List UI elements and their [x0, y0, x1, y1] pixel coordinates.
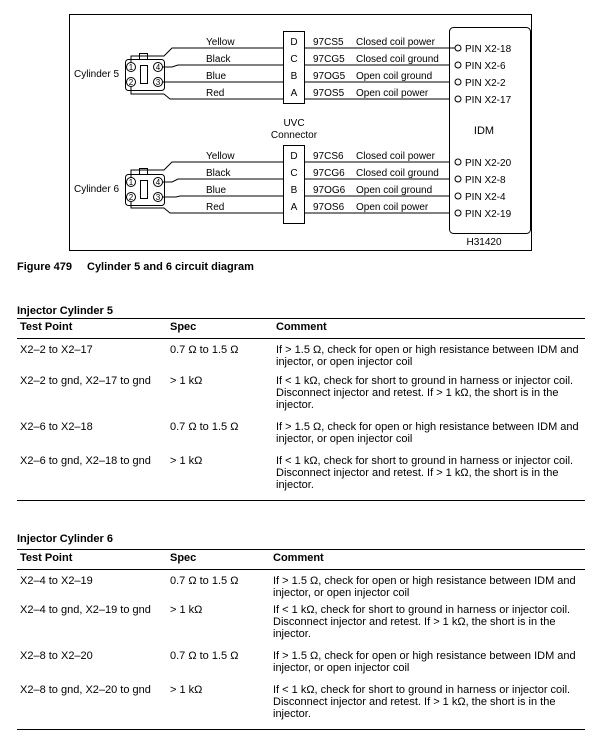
svg-text:PIN X2-18: PIN X2-18	[465, 44, 512, 55]
svg-text:Black: Black	[206, 168, 231, 179]
table-row: X2–8 to X2–20 0.7 Ω to 1.5 Ω If > 1.5 Ω, check for open or high resistance between IDM and injector, or open injector coil	[20, 649, 576, 674]
svg-text:D: D	[290, 37, 298, 48]
table-row: X2–4 to gnd, X2–19 to gnd > 1 kΩ If < 1 kΩ, check for short to ground in harness or injector coil. Disconnect injector and retest. If > 1 kΩ, the short is in the injector.	[20, 603, 571, 640]
svg-text:PIN X2-6: PIN X2-6	[465, 61, 506, 72]
svg-text:97OG5: 97OG5	[313, 71, 346, 82]
table-row: X2–6 to X2–18 0.7 Ω to 1.5 Ω If > 1.5 Ω, check for open or high resistance between IDM and injector, or open injector coil	[20, 420, 579, 445]
column-header-test-point: Test Point	[17, 319, 167, 339]
svg-text:PIN X2-17: PIN X2-17	[465, 95, 512, 106]
svg-text:3: 3	[155, 193, 161, 202]
svg-text:Closed coil power: Closed coil power	[356, 151, 435, 162]
svg-text:Closed coil power: Closed coil power	[356, 37, 435, 48]
table-row: X2–2 to X2–17 0.7 Ω to 1.5 Ω If > 1.5 Ω, check for open or high resistance between IDM and injector, or open injector coil	[20, 344, 579, 368]
svg-text:Yellow: Yellow	[206, 151, 235, 162]
injector-cylinder-5-table	[17, 318, 585, 501]
column-header-spec: Spec	[167, 319, 273, 339]
svg-text:97CG5: 97CG5	[313, 54, 345, 65]
cylinder-6-group	[74, 151, 512, 220]
injector-cylinder-6-table	[17, 549, 585, 730]
svg-text:PIN X2-2: PIN X2-2	[465, 78, 506, 89]
svg-text:PIN X2-20: PIN X2-20	[465, 158, 512, 169]
svg-text:C: C	[290, 54, 298, 65]
figure-number: Figure 479	[17, 261, 73, 273]
table-row: X2–4 to X2–19 0.7 Ω to 1.5 Ω If > 1.5 Ω, check for open or high resistance between IDM and injector, or open injector coil	[20, 575, 576, 599]
svg-text:Open coil power: Open coil power	[356, 88, 429, 99]
svg-text:PIN X2-8: PIN X2-8	[465, 175, 506, 186]
figure-caption	[17, 261, 254, 273]
svg-text:97CS6: 97CS6	[313, 151, 344, 162]
uvc-label-line2: Connector	[270, 130, 318, 141]
svg-text:97OS6: 97OS6	[313, 202, 345, 213]
svg-text:2: 2	[128, 78, 134, 87]
svg-text:2: 2	[128, 193, 134, 202]
svg-text:D: D	[290, 151, 298, 162]
figure-title: Cylinder 5 and 6 circuit diagram	[87, 261, 254, 273]
svg-text:4: 4	[155, 178, 161, 187]
svg-text:Closed coil ground: Closed coil ground	[356, 54, 439, 65]
svg-text:1: 1	[128, 178, 134, 187]
table-row: X2–8 to gnd, X2–20 to gnd > 1 kΩ If < 1 kΩ, check for short to ground in harness or injector coil. Disconnect injector and retest. If > 1 kΩ, the short is in the injector.	[17, 684, 585, 730]
table-title-cylinder-6: Injector Cylinder 6	[17, 533, 113, 545]
svg-text:Open coil ground: Open coil ground	[356, 71, 433, 82]
svg-text:Black: Black	[206, 54, 231, 65]
svg-text:97CG6: 97CG6	[313, 168, 345, 179]
uvc-label-line1: UVC	[283, 118, 305, 129]
svg-text:Blue: Blue	[206, 71, 227, 82]
svg-text:Blue: Blue	[206, 185, 227, 196]
table-row: X2–6 to gnd, X2–18 to gnd > 1 kΩ If < 1 kΩ, check for short to ground in harness or injector coil. Disconnect injector and retest. If > 1 kΩ, the short is in the injector.	[17, 455, 585, 501]
table-row: X2–2 to gnd, X2–17 to gnd > 1 kΩ If < 1 kΩ, check for short to ground in harness or injector coil. Disconnect injector and retest. If > 1 kΩ, the short is in the injector.	[20, 374, 574, 411]
svg-text:B: B	[290, 71, 298, 82]
cylinder-6-label: Cylinder 6	[74, 184, 120, 195]
table-title-cylinder-5: Injector Cylinder 5	[17, 305, 113, 317]
svg-text:PIN X2-19: PIN X2-19	[465, 209, 512, 220]
column-header-test-point: Test Point	[17, 550, 167, 570]
column-header-comment: Comment	[270, 550, 585, 570]
svg-text:C: C	[290, 168, 298, 179]
svg-text:97CS5: 97CS5	[313, 37, 344, 48]
svg-text:Open coil power: Open coil power	[356, 202, 429, 213]
svg-text:Red: Red	[206, 202, 225, 213]
svg-text:1: 1	[128, 63, 134, 72]
column-header-comment: Comment	[273, 319, 585, 339]
cylinder-5-label: Cylinder 5	[74, 69, 120, 80]
svg-text:4: 4	[155, 63, 161, 72]
svg-text:PIN X2-4: PIN X2-4	[465, 192, 506, 203]
idm-label: IDM	[473, 125, 495, 137]
svg-text:Open coil ground: Open coil ground	[356, 185, 433, 196]
svg-text:A: A	[290, 88, 298, 99]
circuit-diagram	[0, 0, 603, 256]
svg-text:3: 3	[155, 78, 161, 87]
svg-text:A: A	[290, 202, 298, 213]
column-header-spec: Spec	[167, 550, 270, 570]
svg-text:B: B	[290, 185, 298, 196]
svg-text:Closed coil ground: Closed coil ground	[356, 168, 439, 179]
drawing-id: H31420	[466, 237, 502, 248]
svg-text:97OG6: 97OG6	[313, 185, 346, 196]
svg-text:Yellow: Yellow	[206, 37, 235, 48]
svg-text:Red: Red	[206, 88, 225, 99]
svg-text:97OS5: 97OS5	[313, 88, 345, 99]
cylinder-5-group	[74, 37, 512, 106]
